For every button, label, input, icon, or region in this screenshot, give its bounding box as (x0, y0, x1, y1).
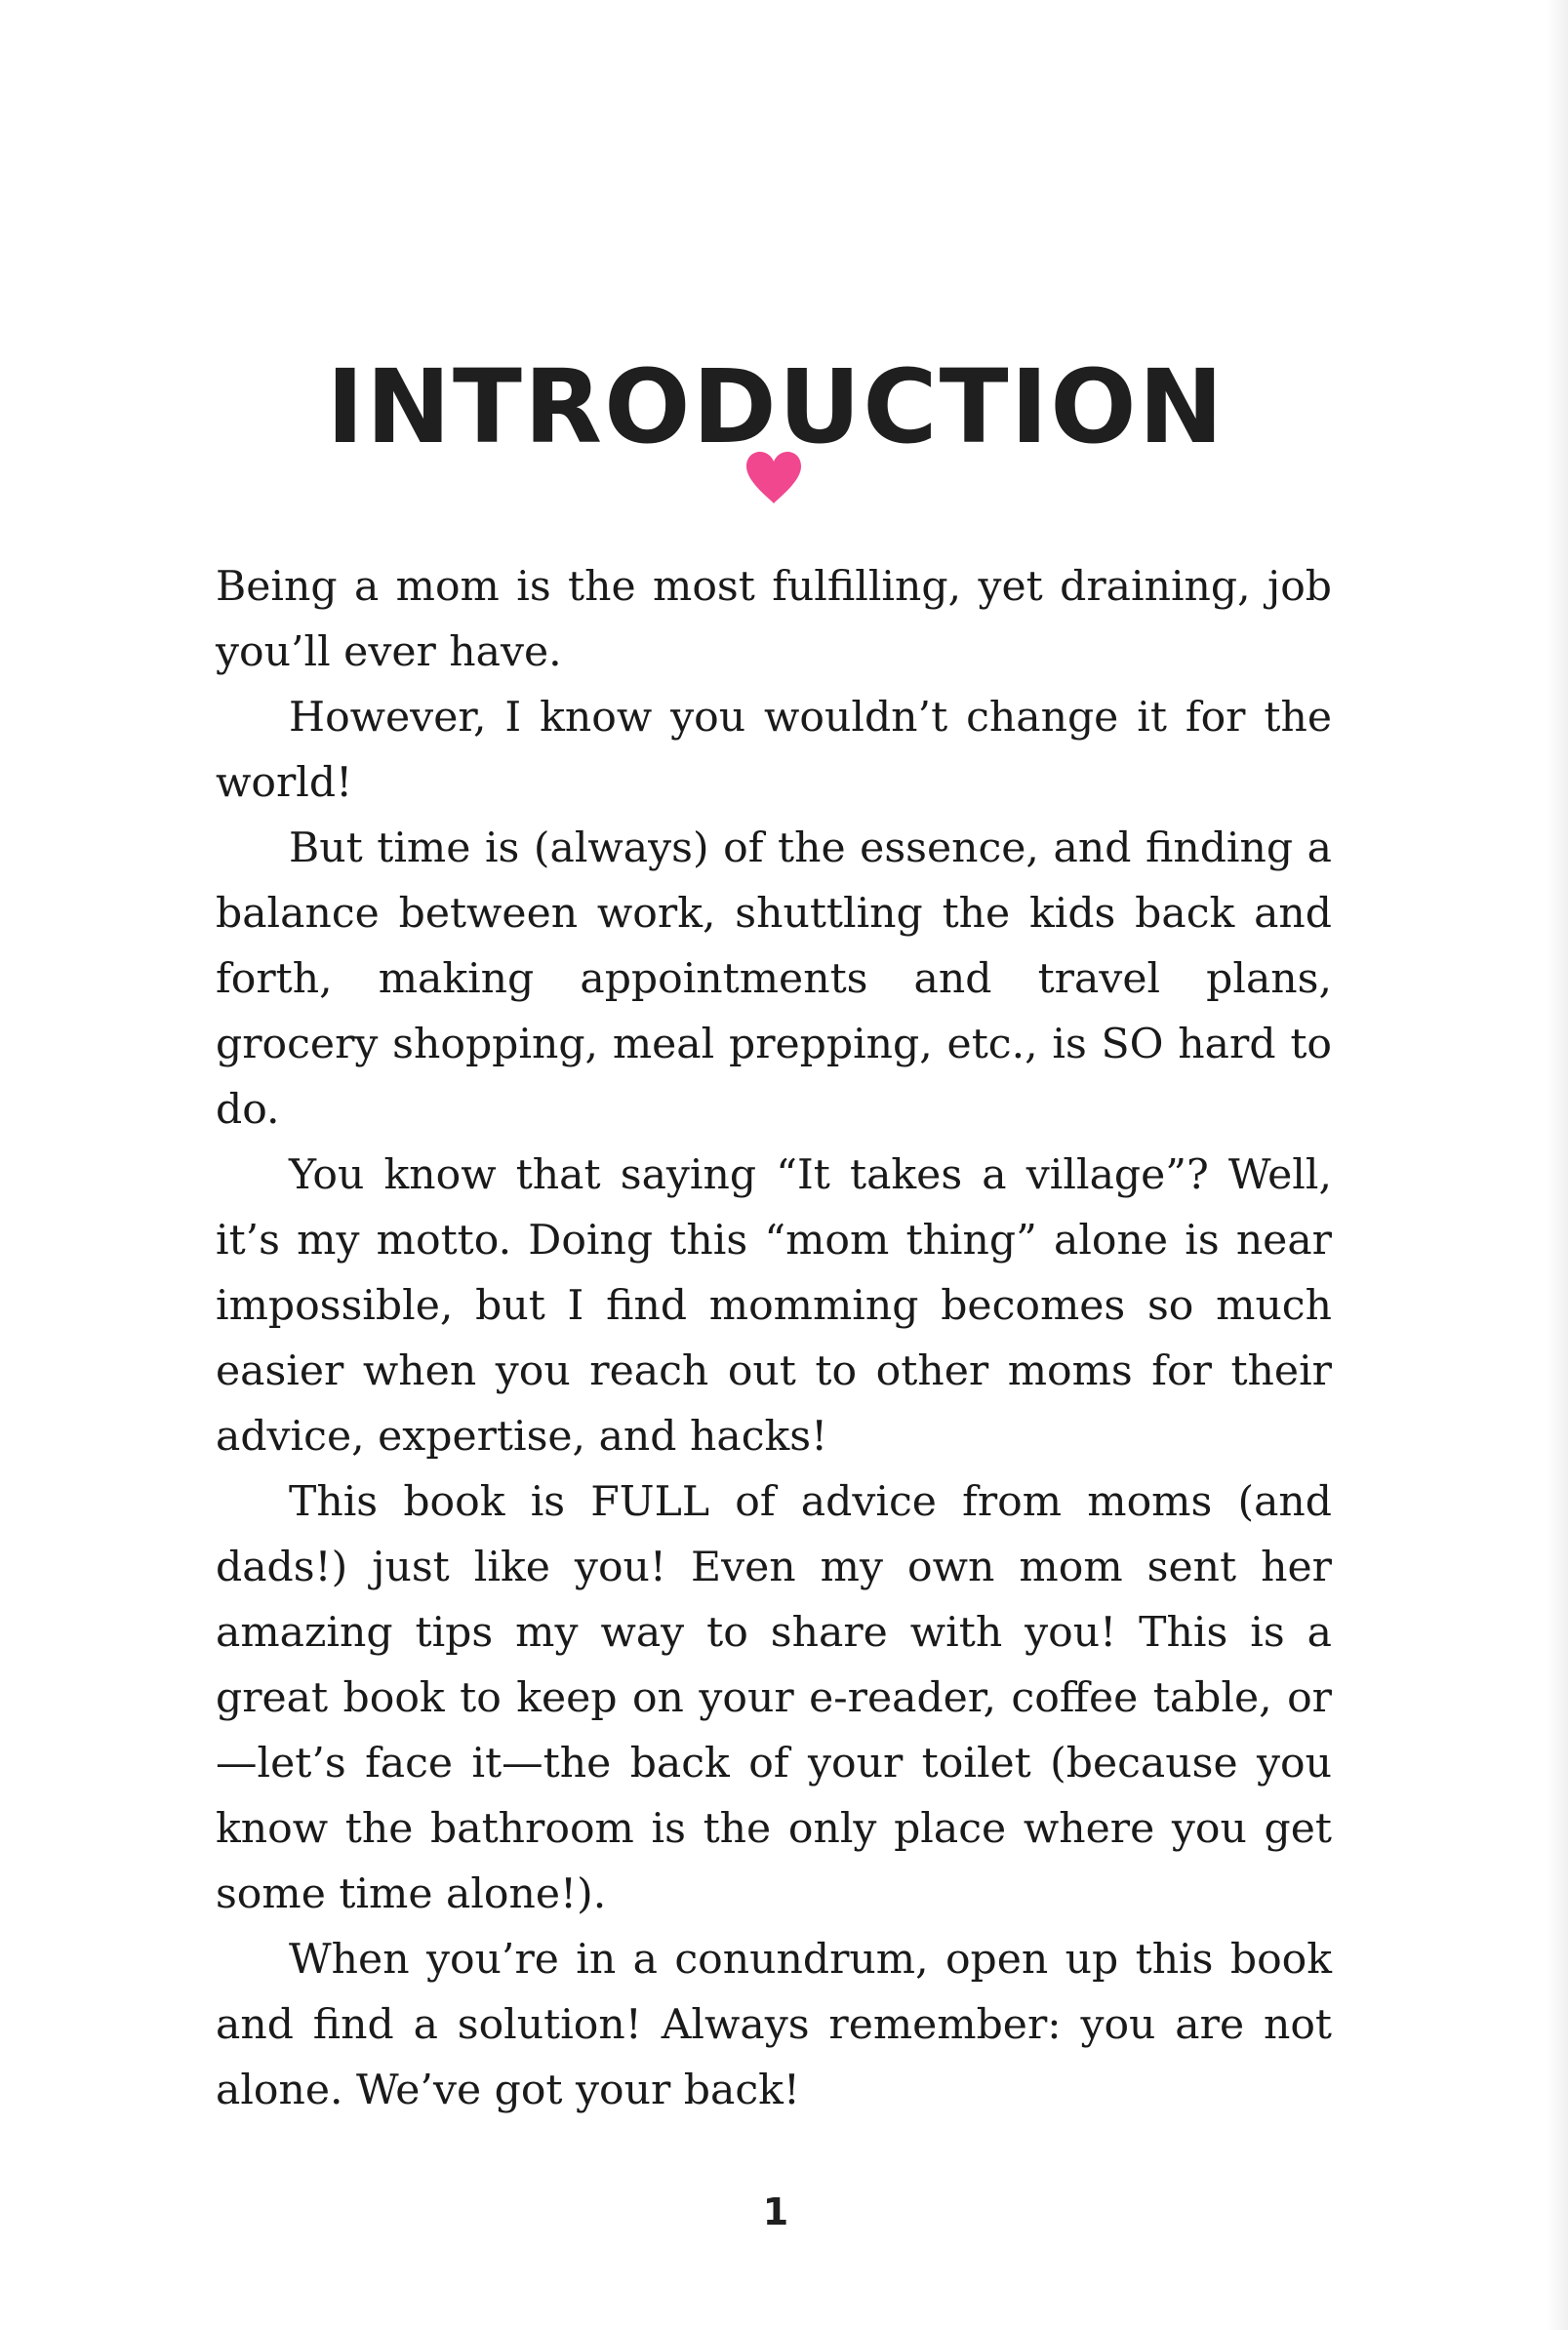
paragraph: You know that saying “It takes a village”? Well, it’s my motto. Doing this “mom thing” alone is near impossible, but I find momming becomes so much easier when you reach out to other moms for their advice, expertise, and hacks! (216, 1151, 1332, 1461)
paragraph: But time is (always) of the essence, and finding a balance between work, shuttling the kids back and forth, making appointments and travel plans, grocery shopping, meal prepping, etc., is SO hard to do. (216, 824, 1332, 1134)
paragraph: However, I know you wouldn’t change it for the world! (216, 694, 1332, 807)
page-edge-shadow (1547, 0, 1568, 2330)
page-number: 1 (762, 2190, 789, 2233)
body-text (216, 554, 1332, 2123)
heart-icon (743, 447, 805, 509)
paragraph: When you’re in a conundrum, open up this book and find a solution! Always remember: you are not alone. We’ve got your back! (216, 1936, 1332, 2114)
chapter-title: INTRODUCTION (326, 346, 1226, 466)
paragraph: This book is FULL of advice from moms (and dads!) just like you! Even my own mom sent her amazing tips my way to share with you! This is a great book to keep on your e-reader, coffee table, or—let’s face it—the back of your toilet (because you know the bathroom is the only place where you get some time alone!). (216, 1478, 1332, 1918)
paragraph: Being a mom is the most fulfilling, yet draining, job you’ll ever have. (216, 563, 1332, 676)
